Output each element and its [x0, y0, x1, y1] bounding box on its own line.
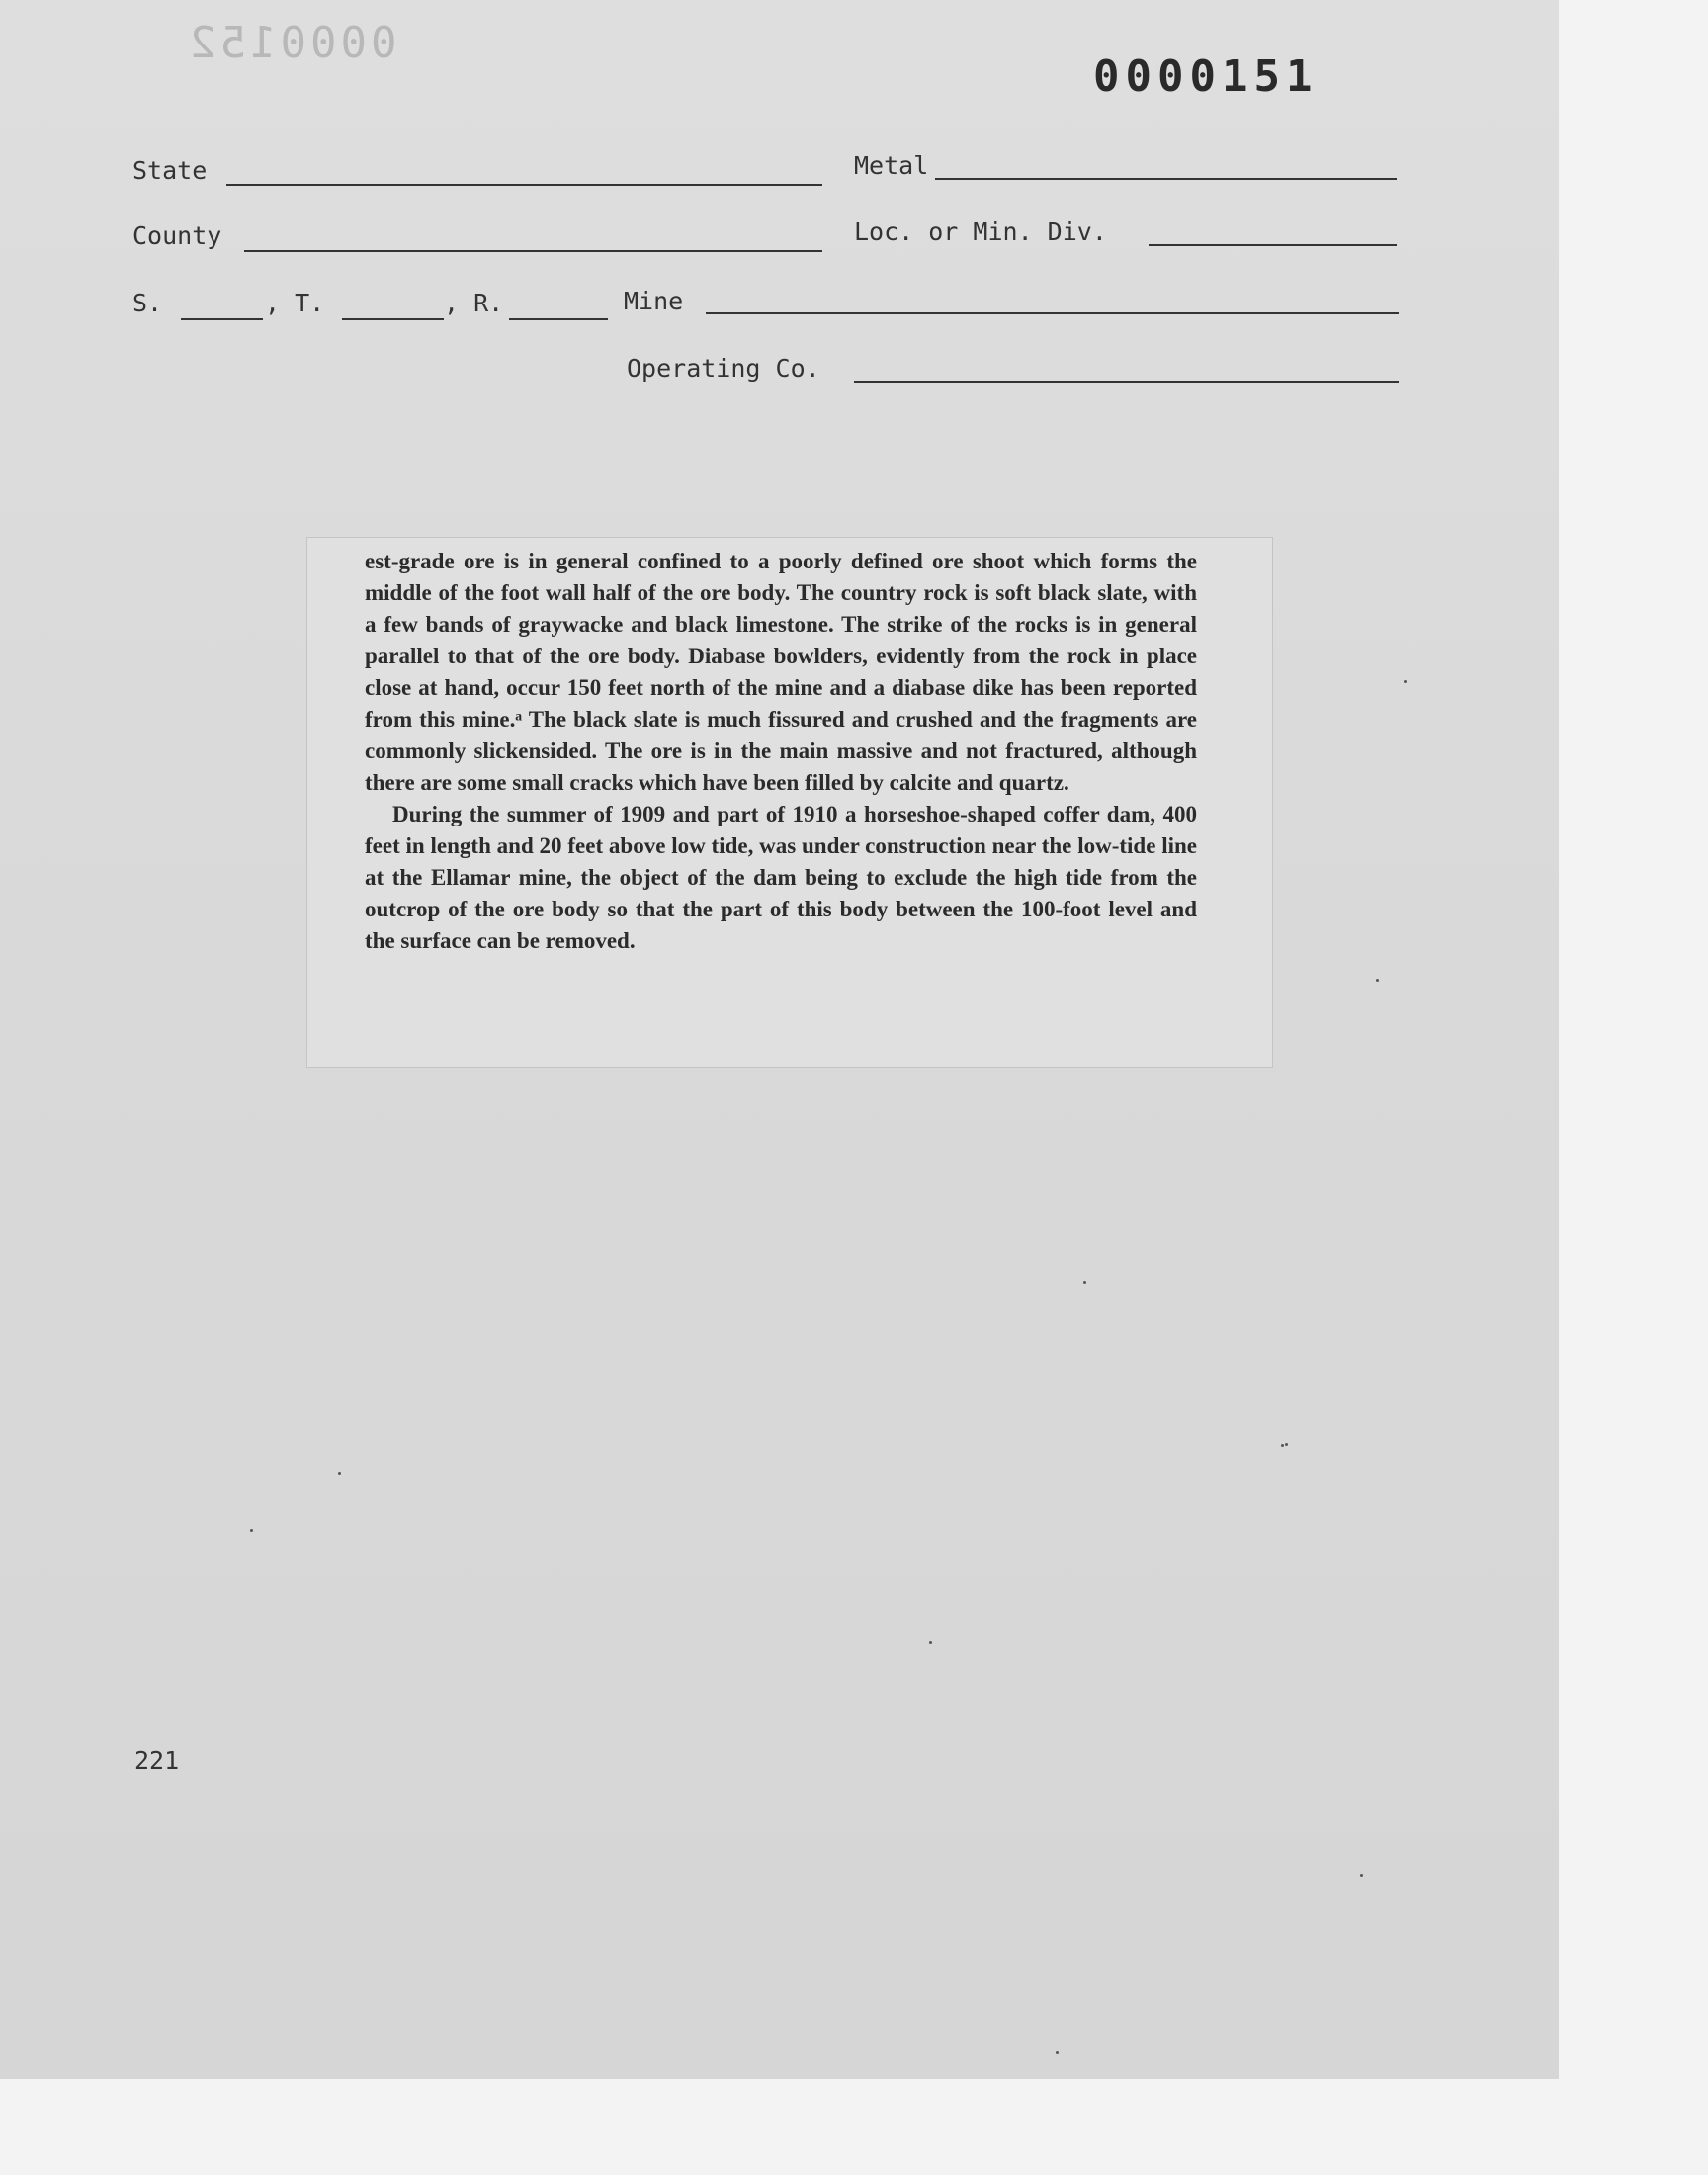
- township-field-line: [342, 318, 444, 320]
- metal-label: Metal: [854, 151, 929, 180]
- county-label: County: [132, 221, 222, 250]
- mine-field-line: [706, 312, 1399, 314]
- document-number: 0000151: [1093, 51, 1319, 102]
- mirrored-bleedthrough-number: 0000152: [186, 18, 397, 68]
- scan-speck: [338, 1472, 341, 1475]
- state-field-line: [226, 184, 822, 186]
- scan-speck: [250, 1529, 253, 1532]
- loc-min-div-label: Loc. or Min. Div.: [854, 218, 1107, 246]
- county-field-line: [244, 250, 822, 252]
- scan-speck: [1285, 1443, 1288, 1446]
- scan-speck: [1404, 680, 1407, 683]
- clipping-paragraph-1: est-grade ore is in general confined to a poorly defined ore shoot which forms the middle of the foot wall half of the ore body. The country rock is soft black slate, with a few bands of graywacke and black limestone. The strike of the rocks is in general parallel to that of the ore body. Diabase bowlders, evidently from the rock in place close at hand, occur 150 feet north of the mine and a diabase dike has been reported from this mine.ᵃ The black slate is much fissured and crushed and the fragments are commonly slickensided. The ore is in the main massive and not fractured, although there are some small cracks which have been filled by calcite and quartz.: [365, 549, 1197, 795]
- page-number: 221: [134, 1746, 180, 1775]
- mine-label: Mine: [624, 287, 684, 315]
- state-label: State: [132, 156, 208, 185]
- scan-speck: [1083, 1281, 1086, 1284]
- scan-speck: [1056, 2051, 1059, 2054]
- scan-speck: [1360, 1874, 1363, 1877]
- loc-min-div-field-line: [1149, 244, 1397, 246]
- operating-co-label: Operating Co.: [627, 354, 820, 383]
- clipping-text: [365, 546, 1197, 957]
- pasted-text-clipping: [306, 537, 1273, 1068]
- clipping-paragraph-2: During the summer of 1909 and part of 1910 a horseshoe-shaped coffer dam, 400 feet in length and 20 feet above low tide, was under construction near the low-tide line at the Ellamar mine, the object of the dam being to exclude the high tide from the outcrop of the ore body so that the part of this body between the 100-foot level and the surface can be removed.: [365, 802, 1197, 953]
- scan-speck: [1376, 979, 1379, 982]
- section-label: S.: [132, 289, 163, 317]
- section-field-line: [181, 318, 263, 320]
- township-label: , T.: [265, 289, 325, 317]
- range-field-line: [509, 318, 608, 320]
- range-label: , R.: [444, 289, 504, 317]
- metal-field-line: [935, 178, 1397, 180]
- scan-speck: [1281, 1444, 1284, 1447]
- operating-co-field-line: [854, 381, 1399, 383]
- scan-speck: [929, 1641, 932, 1644]
